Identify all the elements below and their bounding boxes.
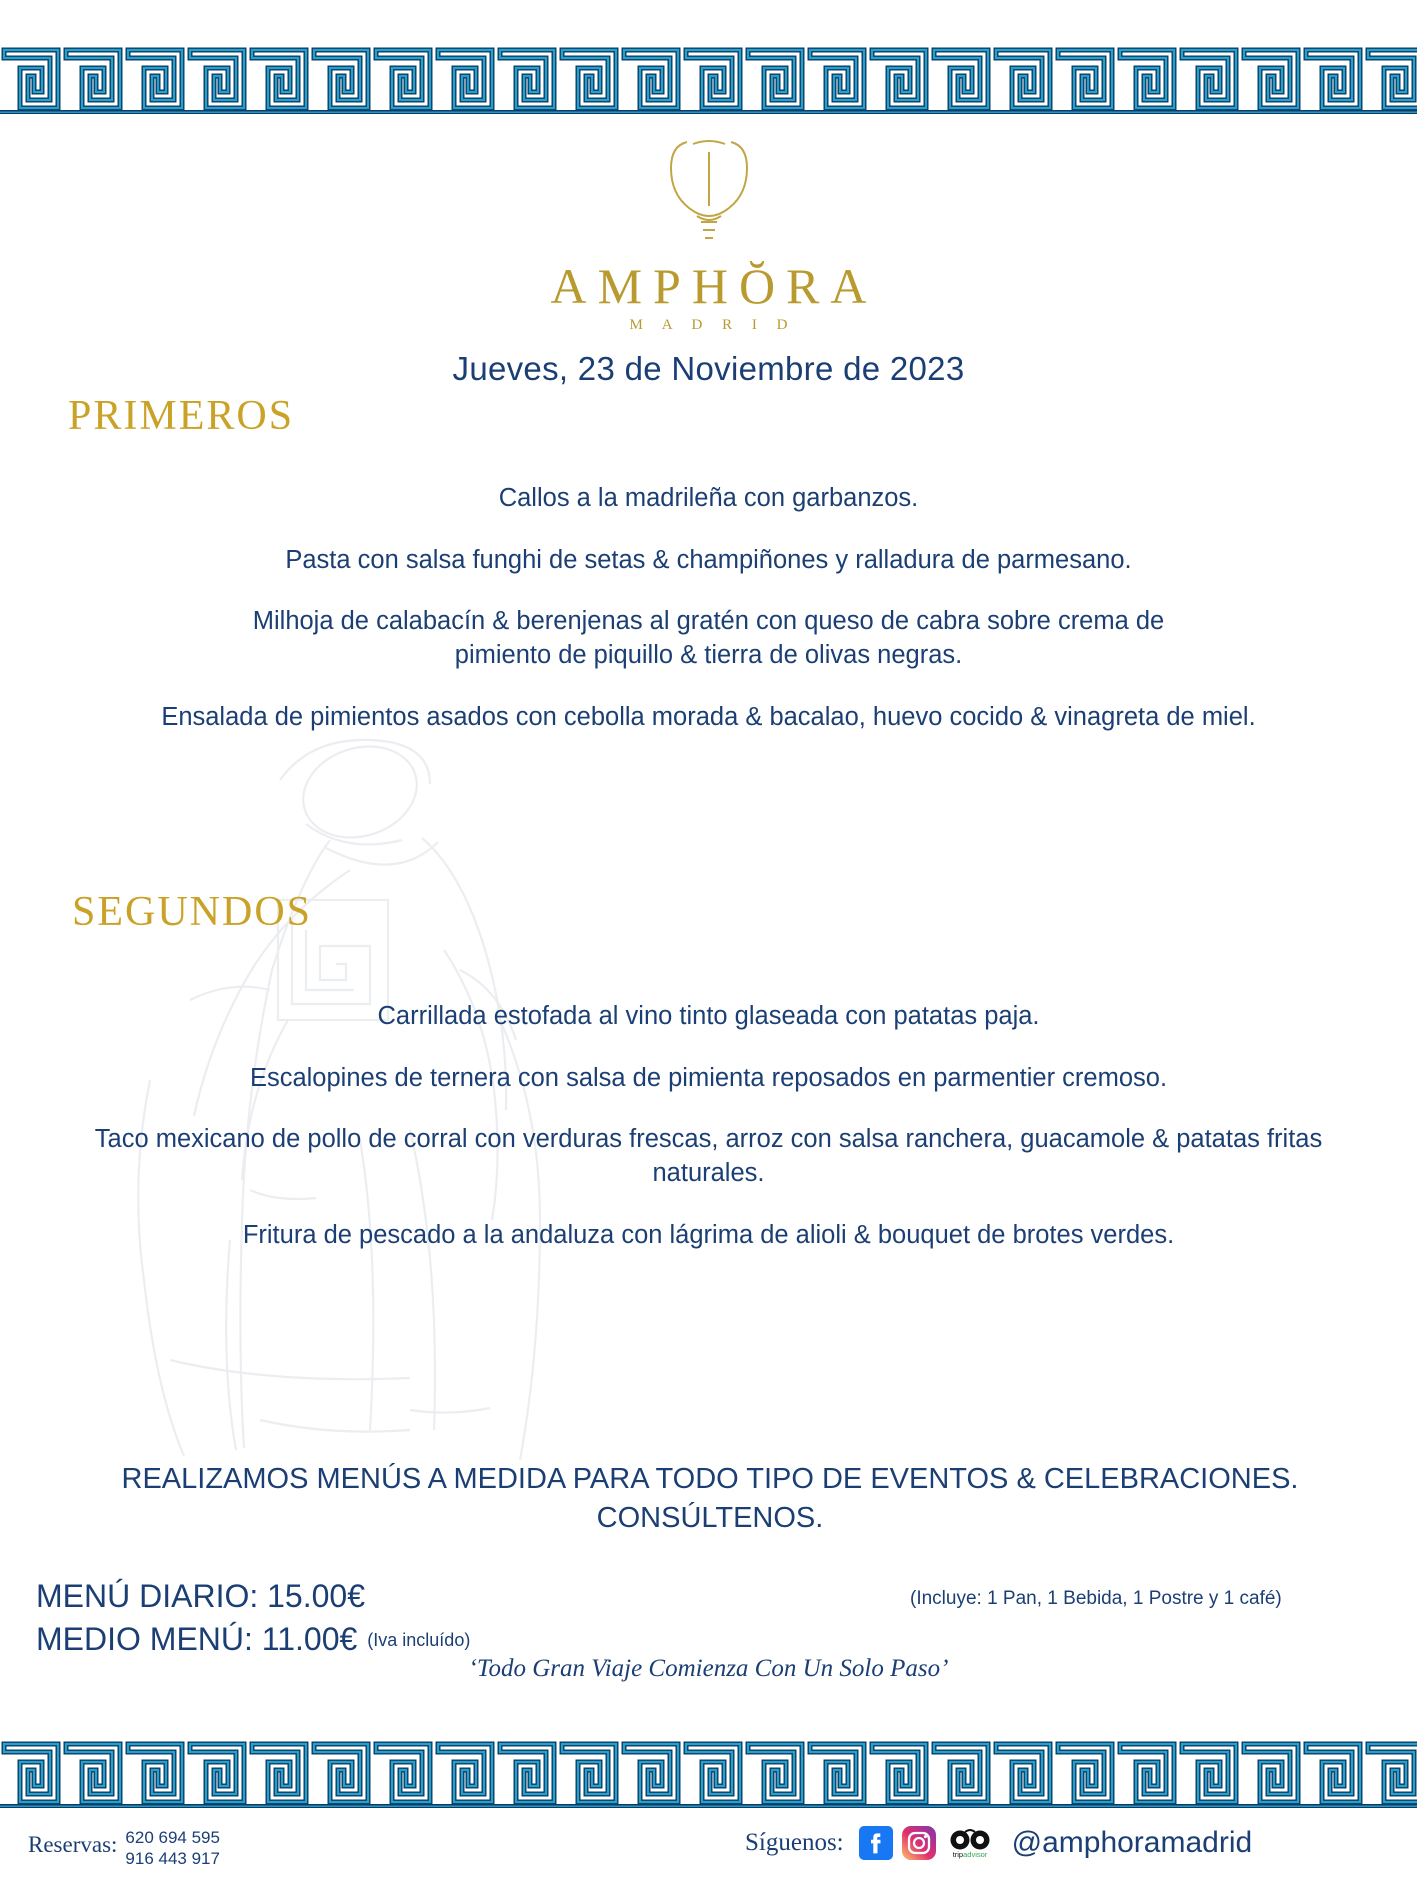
tripadvisor-icon[interactable] <box>945 1826 995 1860</box>
dish-item: Carrillada estofada al vino tinto glaseada con patatas paja. <box>377 1002 1040 1030</box>
daily-menu-price-row <box>36 1575 676 1618</box>
social-handle[interactable]: @amphoramadrid <box>1011 1826 1253 1859</box>
facebook-icon[interactable] <box>859 1826 893 1860</box>
greek-key-border-top <box>0 42 1417 116</box>
amphora-vase-icon <box>649 130 769 265</box>
reservations-block <box>28 1828 220 1869</box>
dish-list-segundos <box>40 1000 1377 1252</box>
section-heading-primeros: PRIMEROS <box>68 393 295 439</box>
dish-item: Ensalada de pimientos asados con cebolla morada & bacalao, huevo cocido & vinagreta de miel. <box>161 702 1256 731</box>
dish-item: Fritura de pescado a la andaluza con lágrima de alioli & bouquet de brotes verdes. <box>242 1220 1175 1249</box>
brand-logo <box>0 130 1417 334</box>
svg-text:tripadvisor: tripadvisor <box>952 1850 987 1859</box>
greek-key-border-bottom <box>0 1736 1417 1810</box>
tax-note: (Iva incluído) <box>367 1630 471 1651</box>
dish-item: Milhoja de calabacín & berenjenas al gratén con queso de cabra sobre crema de pimiento de piquillo & tierra de olivas negras. <box>252 607 1165 669</box>
phone-primary[interactable]: 620 694 595 <box>125 1828 220 1847</box>
follow-label: Síguenos: <box>745 1829 844 1856</box>
social-block <box>745 1826 1252 1860</box>
phone-secondary[interactable]: 916 443 917 <box>125 1848 220 1868</box>
dish-item: Callos a la madrileña con garbanzos. <box>498 484 919 512</box>
brand-name: AMPHŎRA <box>550 258 878 314</box>
section-heading-segundos: SEGUNDOS <box>72 889 313 935</box>
dish-item: Escalopines de ternera con salsa de pimienta reposados en parmentier cremoso. <box>249 1063 1168 1092</box>
footer <box>0 1820 1417 1890</box>
dish-item: Pasta con salsa funghi de setas & champiñones y ralladura de parmesano. <box>285 545 1132 574</box>
motto: ‘Todo Gran Viaje Comienza Con Un Solo Paso’ <box>468 1655 949 1682</box>
dish-list-primeros <box>40 482 1377 734</box>
brand-subtitle: M A D R I D <box>629 317 796 333</box>
reservation-phones <box>125 1828 220 1869</box>
reservations-label: Reservas: <box>28 1832 118 1857</box>
half-menu-price: MEDIO MENÚ: 11.00€ <box>36 1621 358 1658</box>
price-block <box>36 1575 676 1661</box>
daily-menu-price: MENÚ DIARIO: 15.00€ <box>36 1578 365 1614</box>
includes-note: (Incluye: 1 Pan, 1 Bebida, 1 Postre y 1 café) <box>910 1588 1282 1609</box>
events-note: REALIZAMOS MENÚS A MEDIDA PARA TODO TIPO DE EVENTOS & CELEBRACIONES. CONSÚLTENOS. <box>121 1463 1299 1535</box>
menu-date: Jueves, 23 de Noviembre de 2023 <box>452 350 965 387</box>
instagram-icon[interactable] <box>902 1826 936 1860</box>
dish-item: Taco mexicano de pollo de corral con verduras frescas, arroz con salsa ranchera, guacamole & patatas fritas naturales. <box>94 1125 1323 1187</box>
